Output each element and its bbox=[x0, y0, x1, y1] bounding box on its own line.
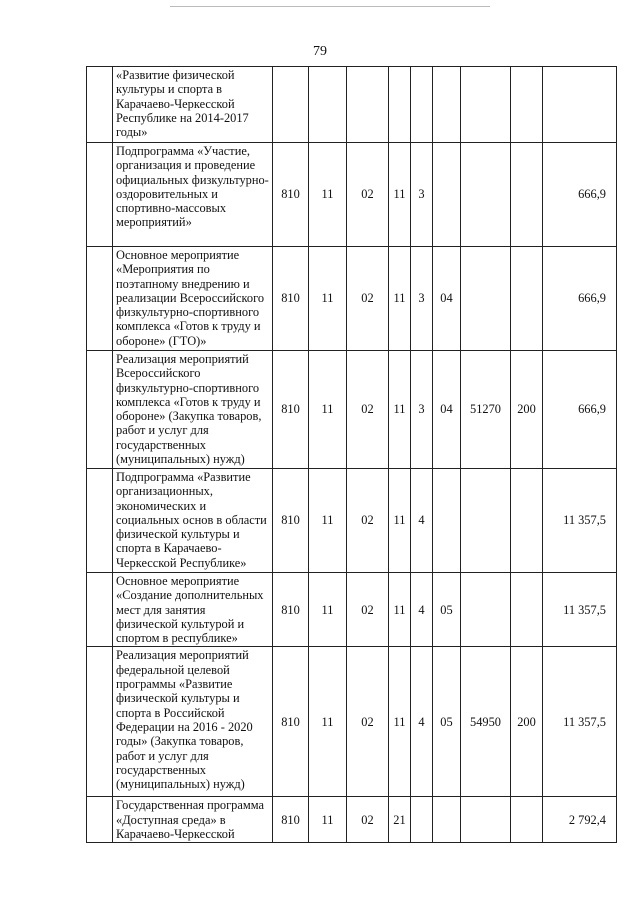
amount-cell: 666,9 bbox=[543, 351, 617, 469]
expense-direction-cell: 51270 bbox=[461, 351, 511, 469]
section-code-cell bbox=[309, 67, 347, 143]
expense-direction-cell bbox=[461, 469, 511, 573]
amount-cell bbox=[543, 67, 617, 143]
subprogram-code-cell bbox=[411, 797, 433, 843]
row-name-cell: «Развитие физической культуры и спорта в Карачаево-Черкесской Республике на 2014-2017 годы» bbox=[113, 67, 273, 143]
ministry-code-cell bbox=[273, 67, 309, 143]
ministry-code-cell: 810 bbox=[273, 143, 309, 247]
row-name-cell: Основное мероприятие «Мероприятия по поэтапному внедрению и реализации Всероссийского физкультурно-спортивного комплекса «Готов к труду и обороне» (ГТО)» bbox=[113, 247, 273, 351]
main-activity-code-cell bbox=[433, 469, 461, 573]
table-row bbox=[87, 797, 617, 843]
expense-direction-cell bbox=[461, 247, 511, 351]
ministry-code-cell: 810 bbox=[273, 647, 309, 797]
scan-top-rule bbox=[170, 6, 490, 7]
row-margin-cell bbox=[87, 143, 113, 247]
main-activity-code-cell: 05 bbox=[433, 573, 461, 647]
page-number: 79 bbox=[313, 44, 327, 59]
program-code-cell: 11 bbox=[389, 647, 411, 797]
amount-cell: 666,9 bbox=[543, 143, 617, 247]
row-name-cell: Реализация мероприятий федеральной целевой программы «Развитие физической культуры и спорта в Российской Федерации на 2016 - 2020 годы» (Закупка товаров, работ и услуг для государственных (муниципальных) нужд) bbox=[113, 647, 273, 797]
program-code-cell: 11 bbox=[389, 143, 411, 247]
section-code-cell: 11 bbox=[309, 573, 347, 647]
table-row bbox=[87, 143, 617, 247]
table-row bbox=[87, 67, 617, 143]
subsection-code-cell bbox=[347, 67, 389, 143]
row-margin-cell bbox=[87, 247, 113, 351]
expense-direction-cell: 54950 bbox=[461, 647, 511, 797]
subsection-code-cell: 02 bbox=[347, 573, 389, 647]
table-row bbox=[87, 247, 617, 351]
subsection-code-cell: 02 bbox=[347, 247, 389, 351]
ministry-code-cell: 810 bbox=[273, 573, 309, 647]
row-name-cell: Основное мероприятие «Создание дополнительных мест для занятия физической культурой и спортом в республике» bbox=[113, 573, 273, 647]
subprogram-code-cell: 3 bbox=[411, 247, 433, 351]
expense-type-cell: 200 bbox=[511, 351, 543, 469]
expense-direction-cell bbox=[461, 797, 511, 843]
table-row bbox=[87, 351, 617, 469]
subprogram-code-cell bbox=[411, 67, 433, 143]
subprogram-code-cell: 4 bbox=[411, 647, 433, 797]
row-name-cell: Подпрограмма «Участие, организация и проведение официальных физкультурно-оздоровительных и спортивно-массовых мероприятий» bbox=[113, 143, 273, 247]
row-margin-cell bbox=[87, 797, 113, 843]
amount-cell: 2 792,4 bbox=[543, 797, 617, 843]
main-activity-code-cell bbox=[433, 797, 461, 843]
subsection-code-cell: 02 bbox=[347, 351, 389, 469]
table-row bbox=[87, 647, 617, 797]
subsection-code-cell: 02 bbox=[347, 143, 389, 247]
ministry-code-cell: 810 bbox=[273, 469, 309, 573]
row-margin-cell bbox=[87, 573, 113, 647]
row-margin-cell bbox=[87, 647, 113, 797]
section-code-cell: 11 bbox=[309, 647, 347, 797]
section-code-cell: 11 bbox=[309, 797, 347, 843]
main-activity-code-cell: 04 bbox=[433, 351, 461, 469]
expense-type-cell bbox=[511, 67, 543, 143]
amount-cell: 11 357,5 bbox=[543, 573, 617, 647]
subprogram-code-cell: 3 bbox=[411, 143, 433, 247]
expense-type-cell bbox=[511, 143, 543, 247]
table-row bbox=[87, 573, 617, 647]
amount-cell: 11 357,5 bbox=[543, 469, 617, 573]
subsection-code-cell: 02 bbox=[347, 647, 389, 797]
program-code-cell: 11 bbox=[389, 247, 411, 351]
row-name-cell: Государственная программа «Доступная среда» в Карачаево-Черкесской bbox=[113, 797, 273, 843]
amount-cell: 666,9 bbox=[543, 247, 617, 351]
expense-type-cell: 200 bbox=[511, 647, 543, 797]
subsection-code-cell: 02 bbox=[347, 469, 389, 573]
section-code-cell: 11 bbox=[309, 469, 347, 573]
subprogram-code-cell: 4 bbox=[411, 469, 433, 573]
row-margin-cell bbox=[87, 469, 113, 573]
program-code-cell bbox=[389, 67, 411, 143]
main-activity-code-cell bbox=[433, 143, 461, 247]
expense-type-cell bbox=[511, 469, 543, 573]
section-code-cell: 11 bbox=[309, 351, 347, 469]
row-margin-cell bbox=[87, 351, 113, 469]
row-name-cell: Подпрограмма «Развитие организационных, экономических и социальных основ в области физической культуры и спорта в Карачаево-Черкесской Республике» bbox=[113, 469, 273, 573]
expense-type-cell bbox=[511, 247, 543, 351]
row-name-cell: Реализация мероприятий Всероссийского физкультурно-спортивного комплекса «Готов к труду и обороне» (Закупка товаров, работ и услуг для государственных (муниципальных) нужд) bbox=[113, 351, 273, 469]
ministry-code-cell: 810 bbox=[273, 797, 309, 843]
subprogram-code-cell: 4 bbox=[411, 573, 433, 647]
expense-direction-cell bbox=[461, 573, 511, 647]
expense-type-cell bbox=[511, 573, 543, 647]
expense-direction-cell bbox=[461, 67, 511, 143]
table-row bbox=[87, 469, 617, 573]
ministry-code-cell: 810 bbox=[273, 351, 309, 469]
section-code-cell: 11 bbox=[309, 247, 347, 351]
subprogram-code-cell: 3 bbox=[411, 351, 433, 469]
ministry-code-cell: 810 bbox=[273, 247, 309, 351]
main-activity-code-cell bbox=[433, 67, 461, 143]
amount-cell: 11 357,5 bbox=[543, 647, 617, 797]
row-margin-cell bbox=[87, 67, 113, 143]
budget-table bbox=[86, 66, 617, 843]
program-code-cell: 11 bbox=[389, 351, 411, 469]
section-code-cell: 11 bbox=[309, 143, 347, 247]
main-activity-code-cell: 05 bbox=[433, 647, 461, 797]
subsection-code-cell: 02 bbox=[347, 797, 389, 843]
program-code-cell: 11 bbox=[389, 573, 411, 647]
expense-direction-cell bbox=[461, 143, 511, 247]
program-code-cell: 11 bbox=[389, 469, 411, 573]
main-activity-code-cell: 04 bbox=[433, 247, 461, 351]
program-code-cell: 21 bbox=[389, 797, 411, 843]
expense-type-cell bbox=[511, 797, 543, 843]
